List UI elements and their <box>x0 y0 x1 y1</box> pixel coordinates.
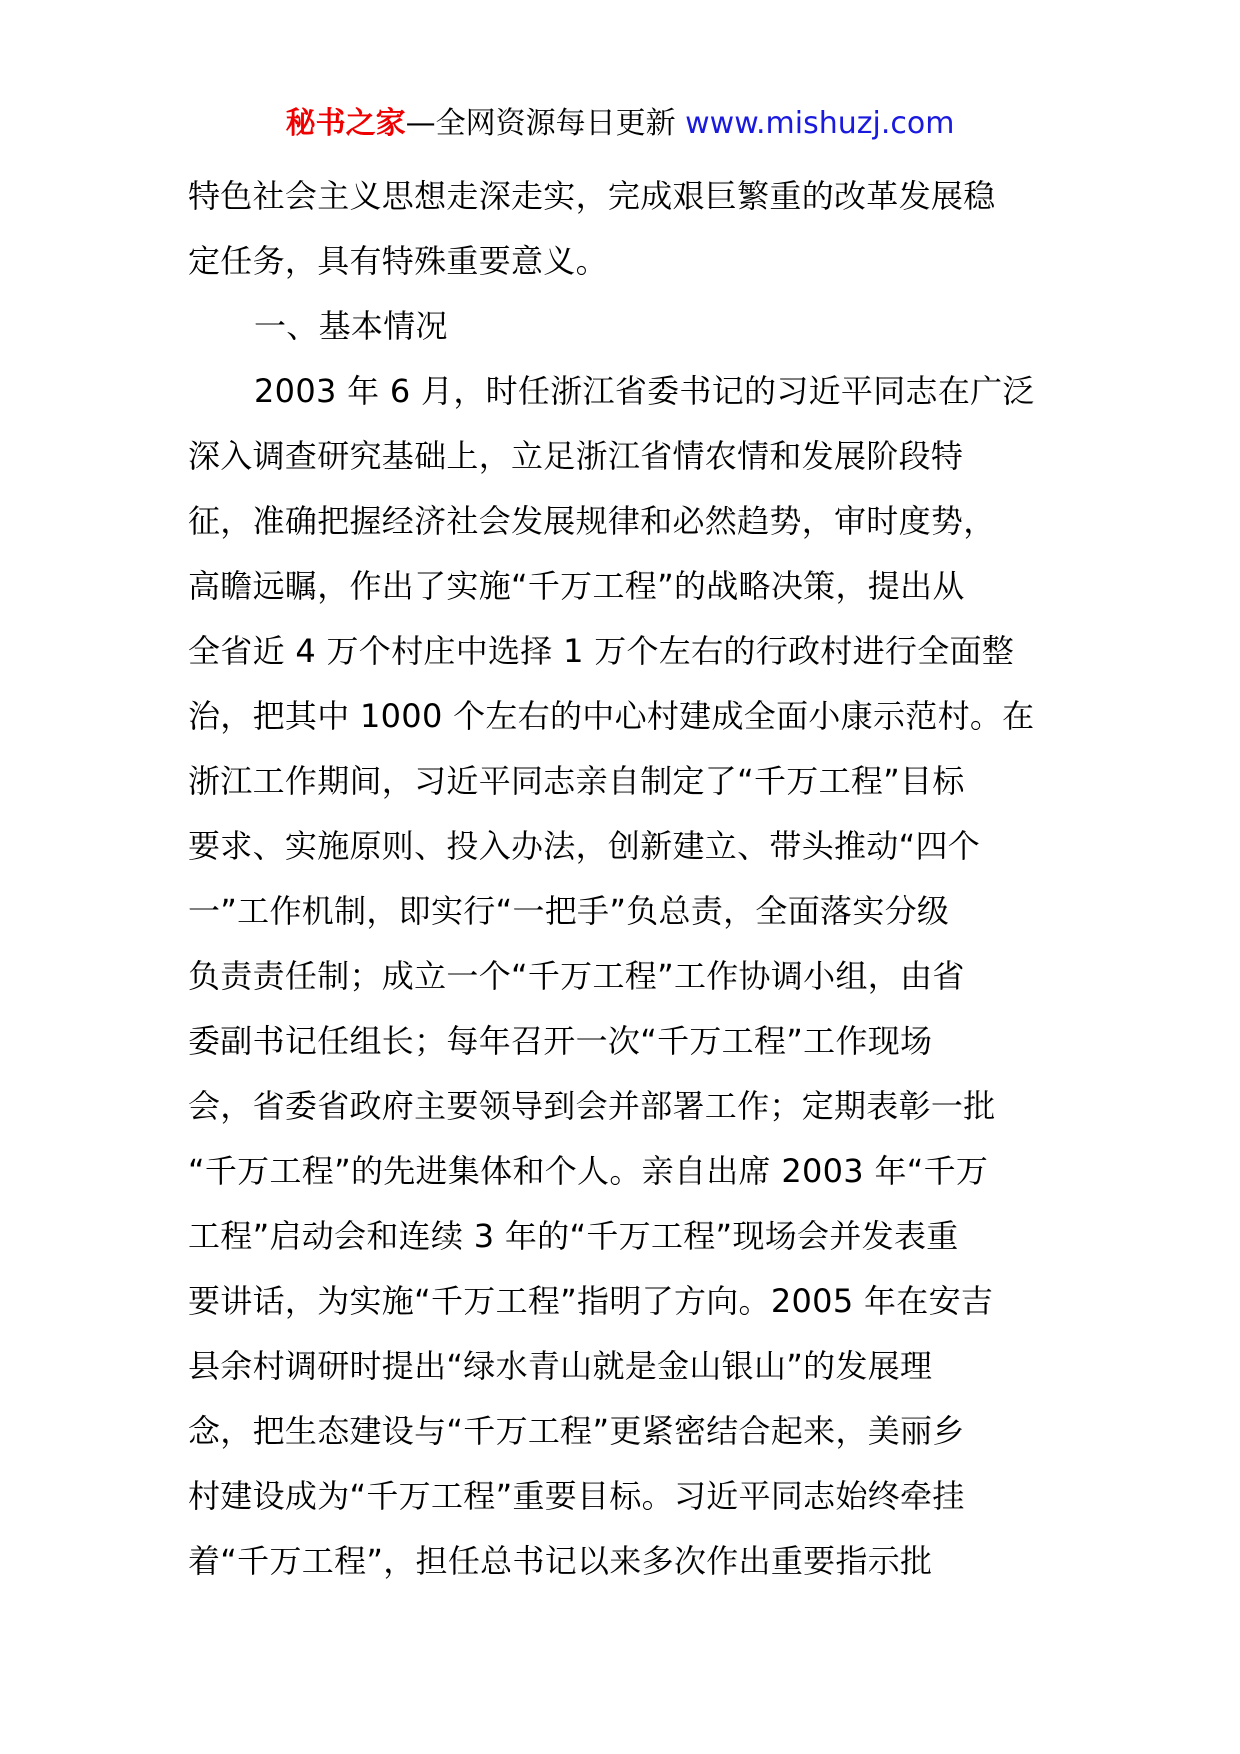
body-line: 委副书记任组长；每年召开一次“千万工程”工作现场 <box>188 1022 933 1060</box>
body-line: 负责责任制；成立一个“千万工程”工作协调小组，由省 <box>188 957 965 995</box>
body-line: “千万工程”的先进集体和个人。亲自出席 2003 年“千万 <box>188 1152 989 1190</box>
body-line: 县余村调研时提出“绿水青山就是金山银山”的发展理 <box>188 1347 933 1385</box>
body-line: 定任务，具有特殊重要意义。 <box>188 242 608 280</box>
body-line: 着“千万工程”，担任总书记以来多次作出重要指示批 <box>188 1542 933 1580</box>
paragraph-first-line: 2003 年 6 月，时任浙江省委书记的习近平同志在广泛 <box>254 372 1035 410</box>
body-line: 高瞻远瞩，作出了实施“千万工程”的战略决策，提出从 <box>188 567 965 605</box>
body-line: 念，把生态建设与“千万工程”更紧密结合起来，美丽乡 <box>188 1412 965 1450</box>
body-line: 村建设成为“千万工程”重要目标。习近平同志始终牵挂 <box>188 1477 965 1515</box>
body-line: 深入调查研究基础上，立足浙江省情农情和发展阶段特 <box>188 437 964 475</box>
website-link[interactable]: www.mishuzj.com <box>685 106 955 141</box>
body-line: 要求、实施原则、投入办法，创新建立、带头推动“四个 <box>188 827 981 865</box>
document-header <box>0 100 1240 148</box>
body-line: 会，省委省政府主要领导到会并部署工作；定期表彰一批 <box>188 1087 996 1125</box>
document-body <box>188 164 1064 1594</box>
header-tagline: —全网资源每日更新 <box>405 106 686 141</box>
body-line: 治，把其中 1000 个左右的中心村建成全面小康示范村。在 <box>188 697 1035 735</box>
body-line: 特色社会主义思想走深走实，完成艰巨繁重的改革发展稳 <box>188 177 996 215</box>
body-line: 要讲话，为实施“千万工程”指明了方向。2005 年在安吉 <box>188 1282 994 1320</box>
body-line: 浙江工作期间，习近平同志亲自制定了“千万工程”目标 <box>188 762 965 800</box>
body-line: 一”工作机制，即实行“一把手”负总责，全面落实分级 <box>188 892 950 930</box>
brand-name: 秘书之家 <box>285 106 406 141</box>
body-line: 全省近 4 万个村庄中选择 1 万个左右的行政村进行全面整 <box>188 632 1015 670</box>
section-heading: 一、基本情况 <box>254 307 448 345</box>
body-line: 征，准确把握经济社会发展规律和必然趋势，审时度势， <box>188 502 996 540</box>
body-line: 工程”启动会和连续 3 年的“千万工程”现场会并发表重 <box>188 1217 959 1255</box>
